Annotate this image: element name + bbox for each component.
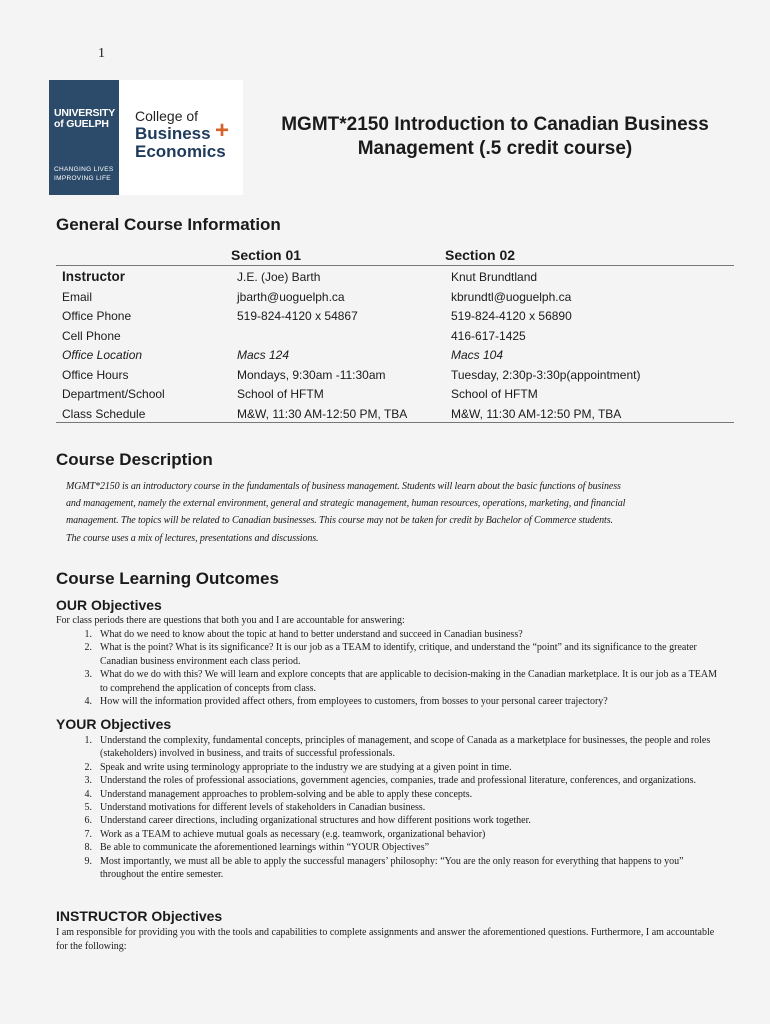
our-objectives-intro: For class periods there are questions that both you and I are accountable for answering: [56,615,405,626]
item-number: 5. [84,802,92,814]
table-row [56,346,736,366]
logo-tagline-1: CHANGING LIVES [54,166,114,173]
item-text: How will the information provided affect others, from employees to customers, from bosses to your personal career trajectory? [100,696,608,708]
list-item [56,628,726,641]
list-item [56,641,726,668]
row-label: Office Location [62,348,143,363]
row-label: Department/School [62,387,165,402]
section-02-header: Section 02 [445,247,516,263]
your-objectives-list [56,734,726,881]
section1-email: jbarth@uoguelph.ca [237,289,345,304]
item-text: Most importantly, we must all be able to apply the successful managers’ philosophy: “You are the only reason for everything that happens to you” throughout the entire semester. [100,855,684,881]
item-number: 1. [84,629,92,640]
section1-value [237,326,451,346]
your-objectives-heading: YOUR Objectives [56,716,172,732]
item-number: 2. [84,642,92,654]
list-item [56,668,726,695]
list-item [56,801,726,814]
section2-value: School of HFTM [451,387,538,402]
description-line: and management, namely the external environment, general and strategic management, human resources, operations, marketing, and financial [66,498,626,510]
section-01-header: Section 01 [231,247,302,263]
item-text: Understand career directions, including organizational structures and how different positions work together. [100,815,531,827]
item-number: 6. [84,815,92,827]
section2-value: Macs 104 [451,348,504,363]
section1-value: M&W, 11:30 AM-12:50 PM, TBA [237,406,408,421]
item-number: 7. [84,828,92,840]
course-description-heading: Course Description [56,450,213,469]
college-wordmark [119,80,243,195]
item-number: 2. [84,761,92,773]
table-row [56,307,736,327]
our-objectives-heading: OUR Objectives [56,597,162,613]
list-item [56,734,726,761]
list-item [56,828,726,841]
item-text: What do we do with this? We will learn and explore concepts that are applicable to decision-making in the Canadian marketplace. It is our job as a TEAM to comprehend the application of concepts from class. [100,669,717,694]
business-text: Business [135,124,211,143]
section1-value: Macs 124 [237,348,290,363]
section2-value: 416-617-1425 [451,328,526,343]
list-item [56,788,726,801]
instructor-objectives-text: I am responsible for providing you with the tools and capabilities to complete assignments and answer the aforementioned questions. Furthermore, I am accountable for the following: [56,927,715,952]
logo-tagline-2: IMPROVING LIFE [54,175,111,182]
section2-value: Tuesday, 2:30p-3:30p(appointment) [451,367,641,382]
course-info-table [56,266,736,424]
item-number: 3. [84,775,92,787]
list-item [56,855,726,882]
row-label: Office Phone [62,309,132,324]
description-line: The course uses a mix of lectures, presentations and discussions. [66,532,319,544]
section2-email: kbrundtl@uoguelph.ca [451,289,572,304]
item-text: What do we need to know about the topic at hand to better understand and succeed in Canadian business? [100,629,523,640]
item-text: Understand motivations for different levels of stakeholders in Canadian business. [100,802,426,814]
item-text: Speak and write using terminology appropriate to the industry we are studying at a given point in time. [100,761,512,773]
description-line: MGMT*2150 is an introductory course in the fundamentals of business management. Students will learn about the basic functions of business [66,481,621,492]
learning-outcomes-heading: Course Learning Outcomes [56,569,279,588]
logo-university-text: UNIVERSITY [54,107,116,119]
university-of-guelph-logo [49,80,119,195]
plus-icon: + [215,117,230,144]
row-label: Class Schedule [62,406,146,421]
row-label: Instructor [62,269,126,284]
item-text: Work as a TEAM to achieve mutual goals as necessary (e.g. teamwork, organizational behavior) [100,828,486,840]
item-number: 4. [84,696,92,708]
college-of-text: College of [135,108,199,124]
item-text: Understand the roles of professional associations, government agencies, companies, trade and professional literature, conferences, and organizations. [100,775,697,787]
item-number: 9. [84,855,92,867]
general-info-heading: General Course Information [56,215,281,234]
row-label: Email [62,289,93,304]
list-item [56,695,726,708]
section2-value: 519-824-4120 x 56890 [451,309,572,324]
row-label: Office Hours [62,367,129,382]
row-label: Cell Phone [62,328,121,343]
economics-text: Economics [135,142,226,161]
table-row [56,365,736,385]
item-text: Understand management approaches to problem-solving and be able to apply these concepts. [100,788,473,800]
section1-value: Mondays, 9:30am -11:30am [237,367,386,382]
item-text: What is the point? What is its significance? It is our job as a TEAM to identify, critique, and understand the “point” and its significance to the greater Canadian business environment each class period. [100,642,697,667]
item-text: Be able to communicate the aforementioned learnings within “YOUR Objectives” [100,842,430,854]
course-title-line2: Management (.5 credit course) [357,138,633,159]
item-number: 4. [84,788,92,800]
item-number: 1. [84,735,92,746]
section1-value: School of HFTM [237,387,324,402]
list-item [56,774,726,787]
logo-guelph-text: of GUELPH [54,118,109,130]
table-row [56,385,736,405]
table-row [56,326,736,346]
list-item [56,761,726,774]
section2-value: Knut Brundtland [451,269,538,284]
course-title [250,113,740,161]
course-title-line1: MGMT*2150 Introduction to Canadian Business [281,114,709,135]
course-description-text [66,478,726,547]
item-text: Understand the complexity, fundamental concepts, principles of management, and scope of Canada as a marketplace for businesses, the people and roles (stakeholders) involved in business, and traits of successful professionals. [100,735,711,760]
college-logo [49,80,243,195]
list-item [56,841,726,854]
section1-value: 519-824-4120 x 54867 [237,309,358,324]
our-objectives-list [56,628,726,708]
table-row [56,266,736,287]
table-row [56,287,736,307]
table-bottom-rule [56,422,734,423]
item-number: 3. [84,669,92,681]
section1-value: J.E. (Joe) Barth [237,269,321,284]
table-row [56,404,736,424]
instructor-objectives-heading: INSTRUCTOR Objectives [56,908,223,924]
description-line: management. The topics will be related to Canadian businesses. This course may not be taken for credit by Bachelor of Commerce students. [66,515,613,527]
item-number: 8. [84,842,92,854]
section2-value: M&W, 11:30 AM-12:50 PM, TBA [451,406,622,421]
list-item [56,814,726,827]
page-number: 1 [98,46,105,61]
